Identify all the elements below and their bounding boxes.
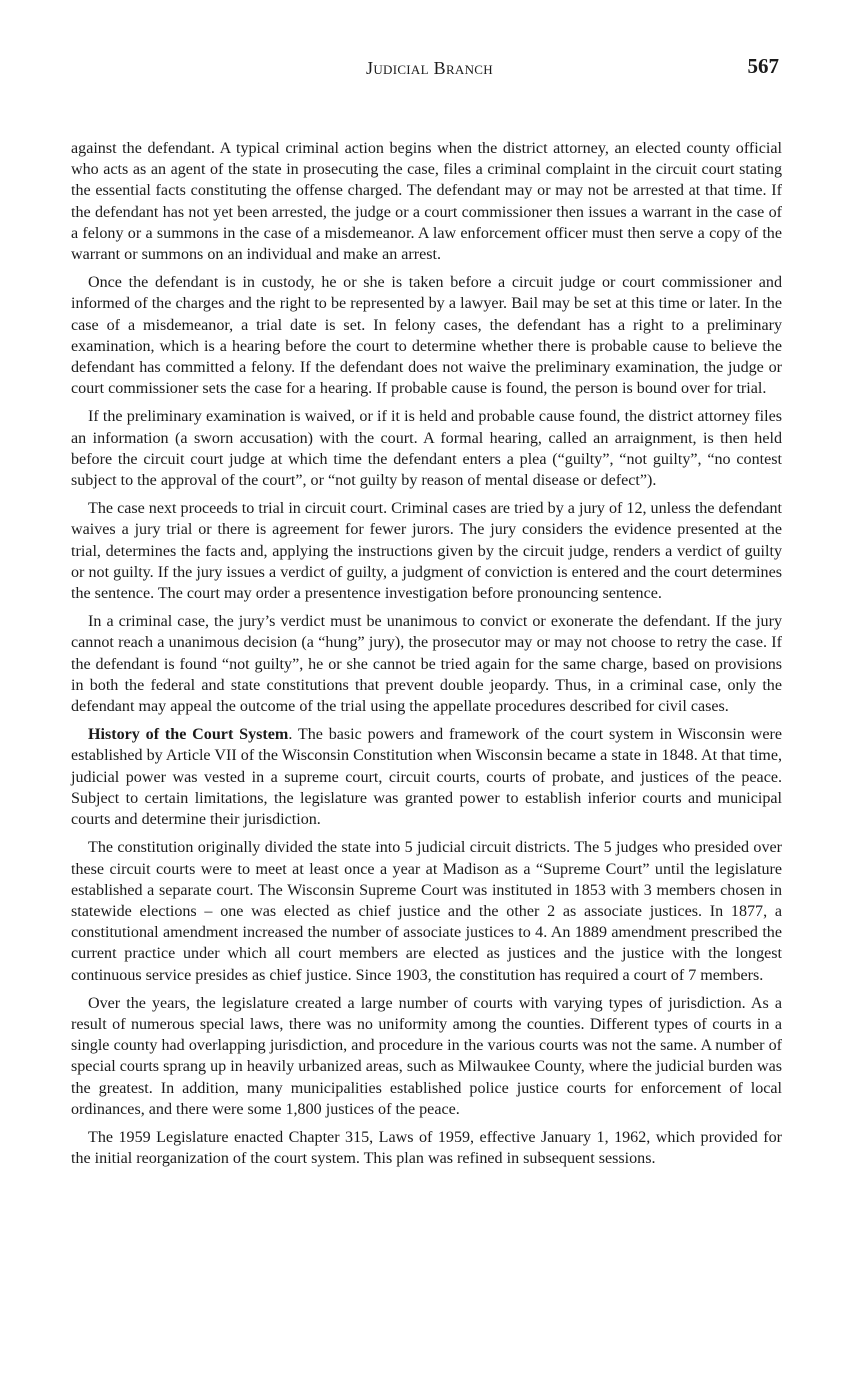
history-heading: History of the Court System: [88, 726, 289, 744]
paragraph-history: [71, 724, 782, 830]
history-text: . The basic powers and framework of the court system in Wisconsin were established by Article VII of the Wisconsin Constitution when Wisconsin became a state in 1848. At that time, judicial power was vested in a supreme court, circuit courts, courts of probate, and justices of the peace. Subject to certain limitations, the legislature was granted power to establish inferior courts and municipal courts and determine their jurisdiction.: [71, 726, 782, 829]
paragraph-constitution: The constitution originally divided the state into 5 judicial circuit districts. The 5 judges who presided over these circuit courts were to meet at least once a year at Madison as a “Supreme Court” until the legislature established a separate court. The Wisconsin Supreme Court was instituted in 1853 with 3 members chosen in statewide elections – one was elected as chief justice and the other 2 as associate justices. In 1877, a constitutional amendment increased the number of associate justices to 4. An 1889 amendment prescribed the current practice under which all court members are elected as justices and the justice with the longest continuous service presides as chief justice. Since 1903, the constitution has required a court of 7 members.: [71, 839, 782, 984]
body-text: [71, 138, 782, 1176]
section-title: Judicial Branch: [366, 58, 493, 78]
paragraph-criminal-action: against the defendant. A typical criminal action begins when the district attorney, an elected county official who acts as an agent of the state in prosecuting the case, files a criminal complaint in the circuit court stating the essential facts constituting the offense charged. The defendant may or may not be arrested at that time. If the defendant has not yet been arrested, the judge or a court commissioner then issues a warrant in the case of a felony or a summons in the case of a misdemeanor. A law enforcement officer must then serve a copy of the warrant or summons on an individual and make an arrest.: [71, 140, 782, 264]
paragraph-courts-variety: Over the years, the legislature created a large number of courts with varying types of jurisdiction. As a result of numerous special laws, there was no uniformity among the counties. Different types of courts in a single county had overlapping jurisdiction, and procedure in the various courts was not the same. A number of special courts sprang up in heavily urbanized areas, such as Milwaukee County, where the judicial burden was the greatest. In addition, many municipalities established police justice courts for enforcement of local ordinances, and there were some 1,800 justices of the peace.: [71, 994, 782, 1118]
paragraph-verdict: In a criminal case, the jury’s verdict must be unanimous to convict or exonerate the defendant. If the jury cannot reach a unanimous decision (a “hung” jury), the prosecutor may or may not choose to retry the case. If the defendant is found “not guilty”, he or she cannot be tried again for the same charge, based on provisions in both the federal and state constitutions that prevent double jeopardy. Thus, in a criminal case, only the defendant may appeal the outcome of the trial using the appellate procedures described for civil cases.: [71, 613, 782, 716]
paragraph-trial: The case next proceeds to trial in circuit court. Criminal cases are tried by a jury of 12, unless the defendant waives a jury trial or there is agreement for fewer jurors. The jury considers the evidence presented at the trial, determines the facts and, applying the instructions given by the circuit judge, renders a verdict of guilty or not guilty. If the jury issues a verdict of guilty, a judgment of conviction is entered and the court determines the sentence. The court may order a presentence investigation before pronouncing sentence.: [71, 500, 782, 603]
paragraph-reorganization: The 1959 Legislature enacted Chapter 315, Laws of 1959, effective January 1, 1962, which provided for the initial reorganization of the court system. This plan was refined in subsequent sessions.: [71, 1128, 782, 1168]
page-number: 567: [747, 54, 779, 78]
paragraph-custody: Once the defendant is in custody, he or she is taken before a circuit judge or court commissioner and informed of the charges and the right to be represented by a lawyer. Bail may be set at this time or later. In the case of a misdemeanor, a trial date is set. In felony cases, the defendant has a right to a preliminary examination, which is a hearing before the court to determine whether there is probable cause to believe the defendant has committed a felony. If the defendant does not waive the preliminary examination, the judge or court commissioner sets the case for a hearing. If probable cause is found, the person is bound over for trial.: [71, 274, 782, 398]
paragraph-arraignment: If the preliminary examination is waived, or if it is held and probable cause found, the district attorney files an information (a sworn accusation) with the court. A formal hearing, called an arraignment, is then held before the circuit court judge at which time the defendant enters a plea (“guilty”, “not guilty”, “no contest subject to the approval of the court”, or “not guilty by reason of mental disease or defect”).: [71, 408, 782, 490]
running-header: [0, 54, 859, 86]
